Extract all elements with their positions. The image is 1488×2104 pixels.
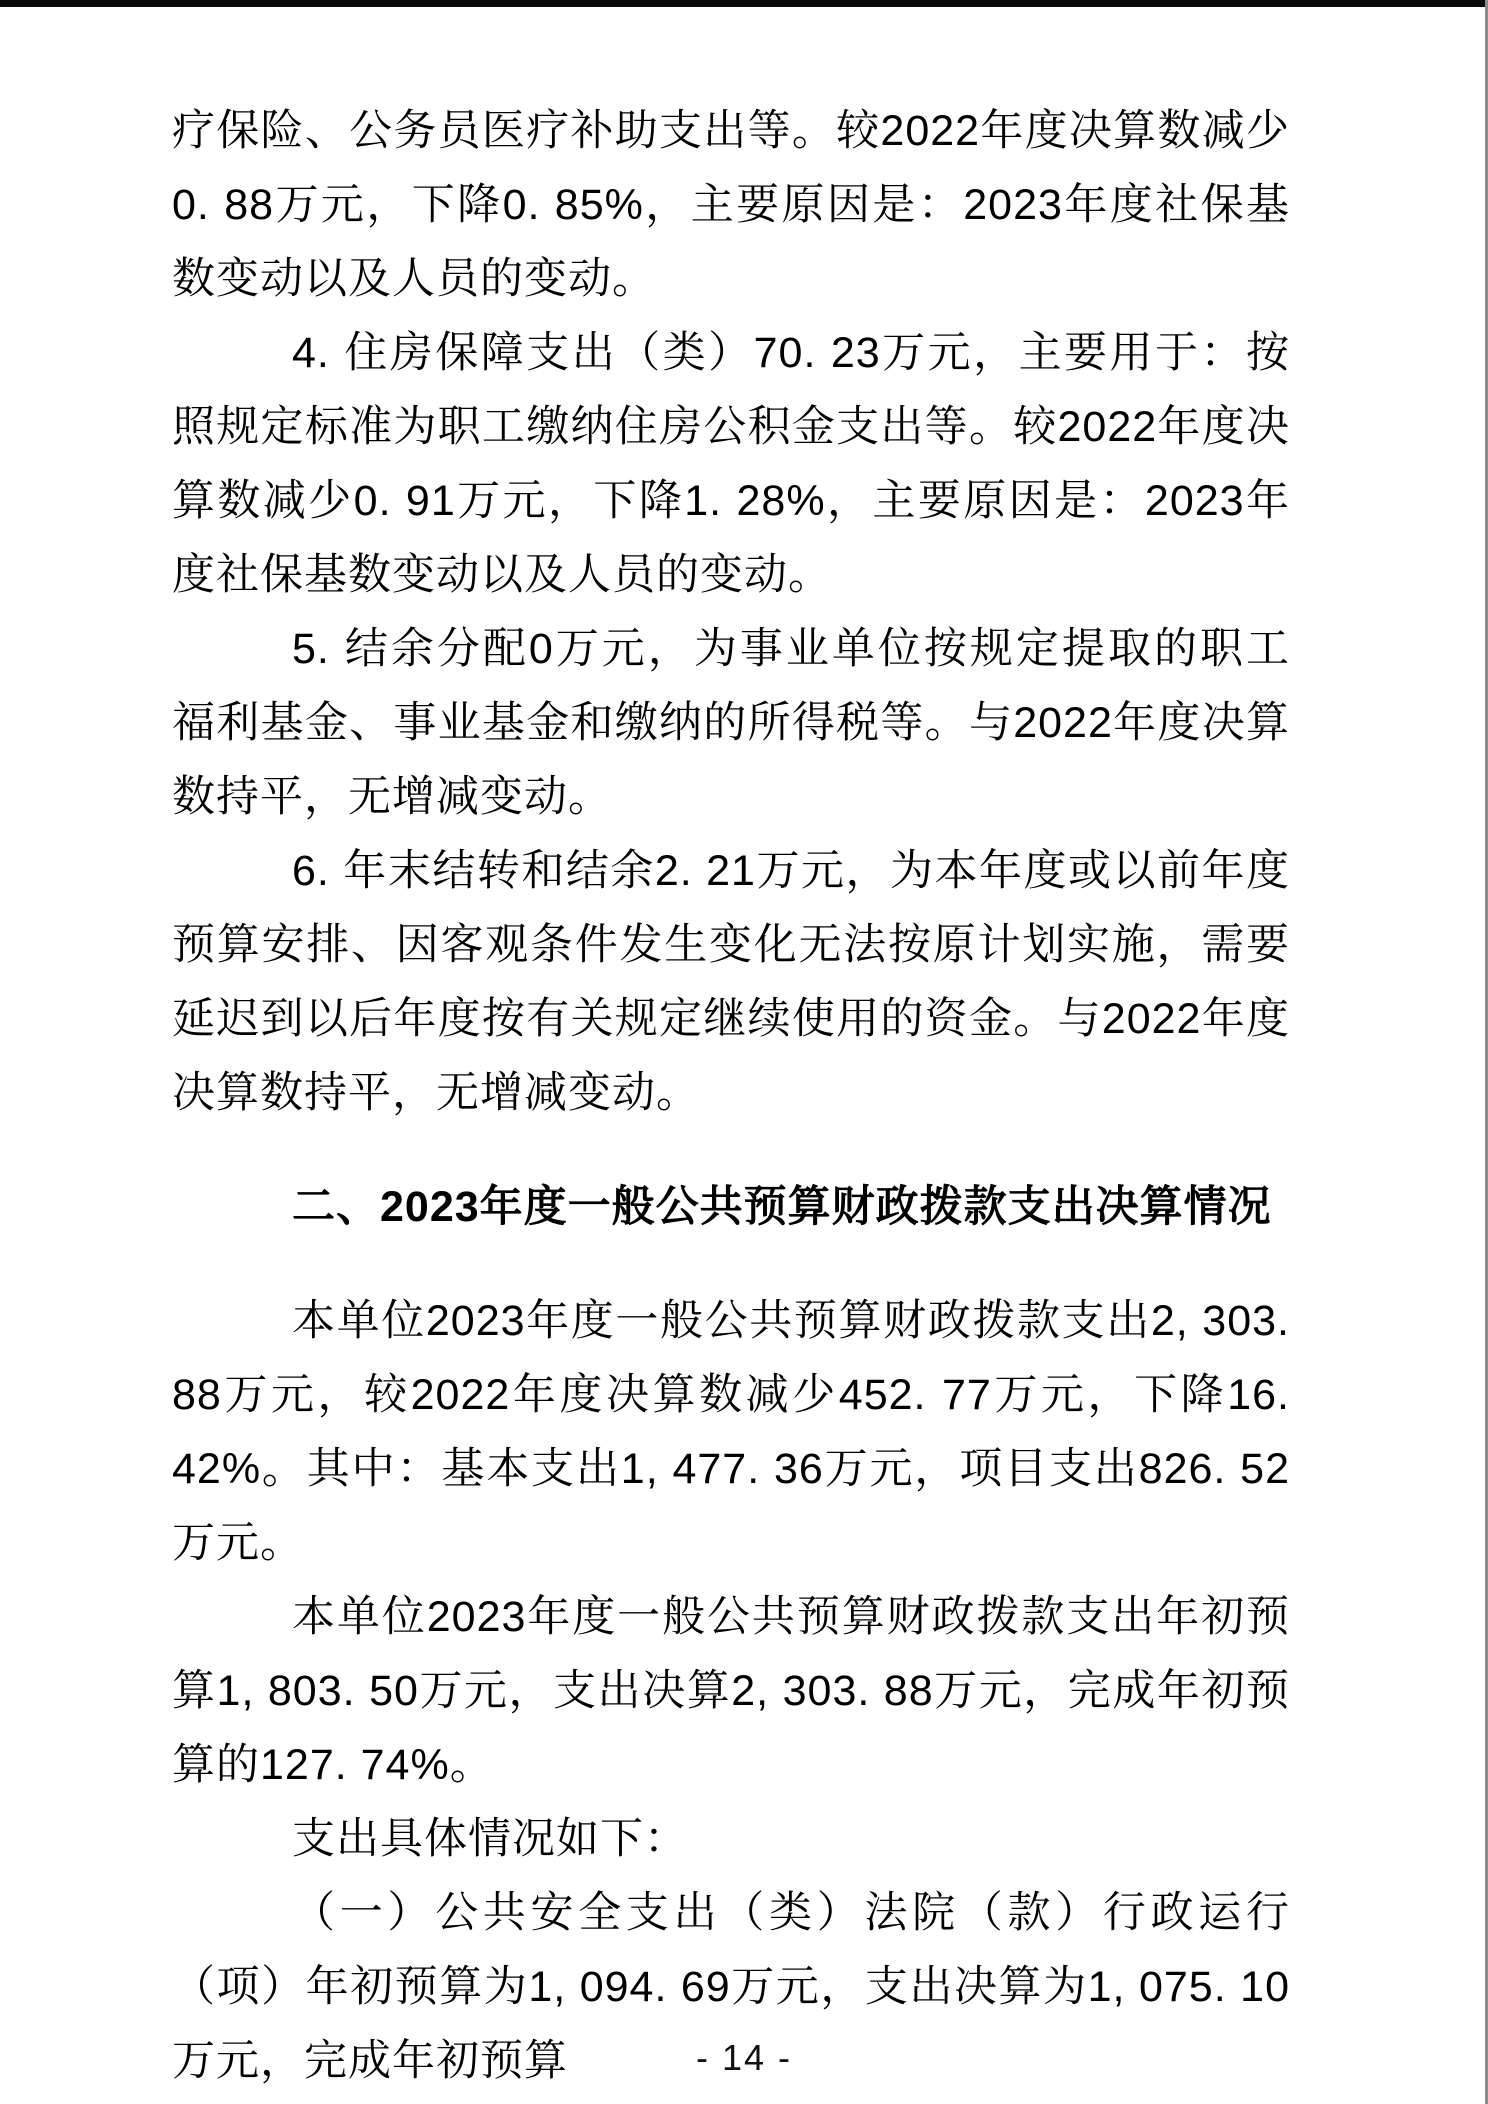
para-year-end-carryover: 6. 年末结转和结余2. 21万元，为本年度或以前年度预算安排、因客观条件发生变化无法按原计划实施，需要延迟到以后年度按有关规定继续使用的资金。与2022年度决算数持平，无增减变动。: [172, 847, 1290, 1117]
top-scan-bar: [0, 0, 1488, 7]
page-number: - 14 -: [695, 2037, 793, 2078]
para-public-safety-expenditure: （一）公共安全支出（类）法院（款）行政运行（项）年初预算为1, 094. 69万元，支出决算为1, 075. 10万元，完成年初预算: [172, 1889, 1290, 2085]
para-surplus-distribution: 5. 结余分配0万元，为事业单位按规定提取的职工福利基金、事业基金和缴纳的所得税等。与2022年度决算数持平，无增减变动。: [172, 625, 1290, 821]
document-body: [172, 94, 1290, 2098]
para-medical-insurance-continuation: 疗保险、公务员医疗补助支出等。较2022年度决算数减少0. 88万元，下降0. 85%，主要原因是：2023年度社保基数变动以及人员的变动。: [172, 107, 1290, 303]
para-housing-security-expenditure: 4. 住房保障支出（类）70. 23万元，主要用于：按照规定标准为职工缴纳住房公积金支出等。较2022年度决算数减少0. 91万元，下降1. 28%，主要原因是：2023年度社保基数变动以及人员的变动。: [172, 329, 1290, 599]
para-budget-expenditure-overview: 本单位2023年度一般公共预算财政拨款支出2, 303. 88万元，较2022年度决算数减少452. 77万元，下降16. 42%。其中：基本支出1, 477. 36万元，项目支出826. 52万元。: [172, 1297, 1290, 1567]
section-heading-public-budget-expenditure: 二、2023年度一般公共预算财政拨款支出决算情况: [292, 1183, 1272, 1231]
para-initial-budget-vs-final: 本单位2023年度一般公共预算财政拨款支出年初预算1, 803. 50万元，支出决算2, 303. 88万元，完成年初预算的127. 74%。: [172, 1593, 1290, 1789]
para-expenditure-details-intro: 支出具体情况如下：: [292, 1815, 688, 1863]
